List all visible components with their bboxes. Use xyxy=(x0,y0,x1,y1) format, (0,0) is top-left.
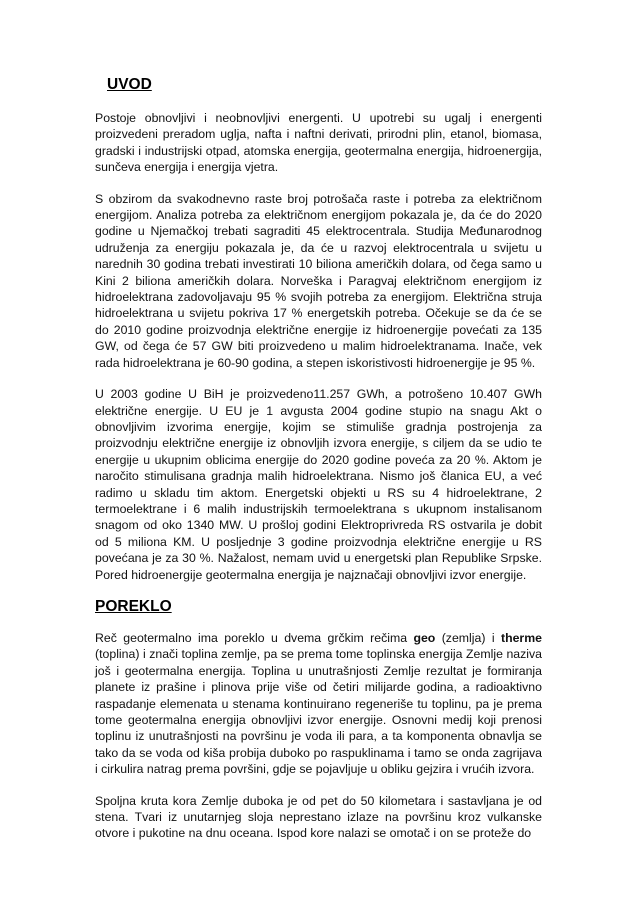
paragraph-poreklo-2: Spoljna kruta kora Zemlje duboka je od pet do 50 kilometara i sastavljana je od stena. Tvari iz unutarnjeg sloja neprestano izlaze na površinu kroz vulkanske otvore i pukotine na dnu oceana. Ispod kore nalazi se omotač i on se proteže do xyxy=(95,793,542,841)
paragraph-text: (toplina) i znači toplina zemlje, pa se prema tome toplinska energija Zemlje naziva još i geotermalna energija. Toplina u unutrašnjosti Zemlje rezultat je formiranja planete iz prašine i plinova prije više od četiri milijarde godina, a radioaktivno raspadanje elemenata u stenama kontinuirano regeneriše tu toplinu, pa je prema tome geotermalna energija obnovljivi izvor energije. Osnovni medij koji prenosi toplinu iz unutrašnjosti na površinu je voda ili para, a ta komponenta obnavlja se tako da se voda od kiša probija duboko po raspuklinama i tamo se onda zagrijava i cirkulira natrag prema površini, gdje se pojavljuje u obliku gejzira i vrućih izvora. xyxy=(95,647,542,777)
paragraph-uvod-3: U 2003 godine U BiH je proizvedeno11.257 GWh, a potrošeno 10.407 GWh električne energije. U EU je 1 avgusta 2004 godine stupio na snagu Akt o obnovljivim izvorima energije, kojim se stimuliše gradnja postrojenja za proizvodnju električne energije iz obnovljih izvora energije, s ciljem da se udio te energije u ukupnim oblicima energije do 2020 godine poveća za 20 %. Aktom je naročito stimulisana gradnja malih hidroelektrana. Nismo još članica EU, a već radimo u skladu tim aktom. Energetski objekti u RS su 4 hidroelektrane, 2 termoelektrane i 6 malih industrijskih termoelektrana s ukupnom instalisanom snagom od oko 1340 MW. U prošloj godini Elektroprivreda RS ostvarila je dobit od 5 miliona KM. U posljednje 3 godine proizvodnja električne energije u RS povećana je za 30 %. Nažalost, nemam uvid u energetski plan Republike Srpske. Pored hidroenergije geotermalna energija je najznačaji obnovljivi izvor energije. xyxy=(95,387,542,582)
paragraph-text: (zemlja) i xyxy=(435,630,501,645)
paragraph-uvod-1: Postoje obnovljivi i neobnovljivi energenti. U upotrebi su ugalj i energenti proizvedeni preradom uglja, nafta i naftni derivati, prirodni plin, etanol, biomasa, gradski i industrijski otpad, atomska energija, geotermalna energija, hidroenergija, sunčeva energija i energija vjetra. xyxy=(95,111,542,175)
section-heading-poreklo: POREKLO xyxy=(95,597,172,615)
section-heading-uvod: UVOD xyxy=(107,76,152,93)
term-geo: geo xyxy=(413,630,436,645)
paragraph-uvod-2: S obzirom da svakodnevno raste broj potrošača raste i potreba za električnom energijom. Analiza potreba za električnom energijom pokazala je, da će do 2020 godine u Njemačkoj trebati sagraditi 45 elektrocentrala. Studija Međunarodnog udruženja za energiju pokazala je, da će u razvoj elektrocentrala u svijetu u narednih 30 godina trebati investirati 10 biliona američkih dolara, od čega samo u Kini 2 biliona američkih dolara. Norveška i Paragvaj električnom energijom iz hidroelektrana zadovoljavaju 95 % svojih potreba za energijom. Električna struja hidroelektrana u svijetu pokriva 17 % energetskih potreba. Očekuje se da će se do 2010 godine proizvodnja električne energije iz hidroenergije povećati za 135 GW, od čega će 57 GW biti proizvedeno u malim hidroelektranama. Inače, vek rada hidroelektrana je 60-90 godina, a stepen iskoristivosti hidroenergije je 95 %. xyxy=(95,191,542,370)
paragraph-poreklo-1 xyxy=(95,630,542,778)
document-page xyxy=(95,76,542,842)
term-therme: therme xyxy=(500,630,542,645)
paragraph-text: Reč geotermalno ima poreklo u dvema grčkim rečima xyxy=(95,630,414,645)
